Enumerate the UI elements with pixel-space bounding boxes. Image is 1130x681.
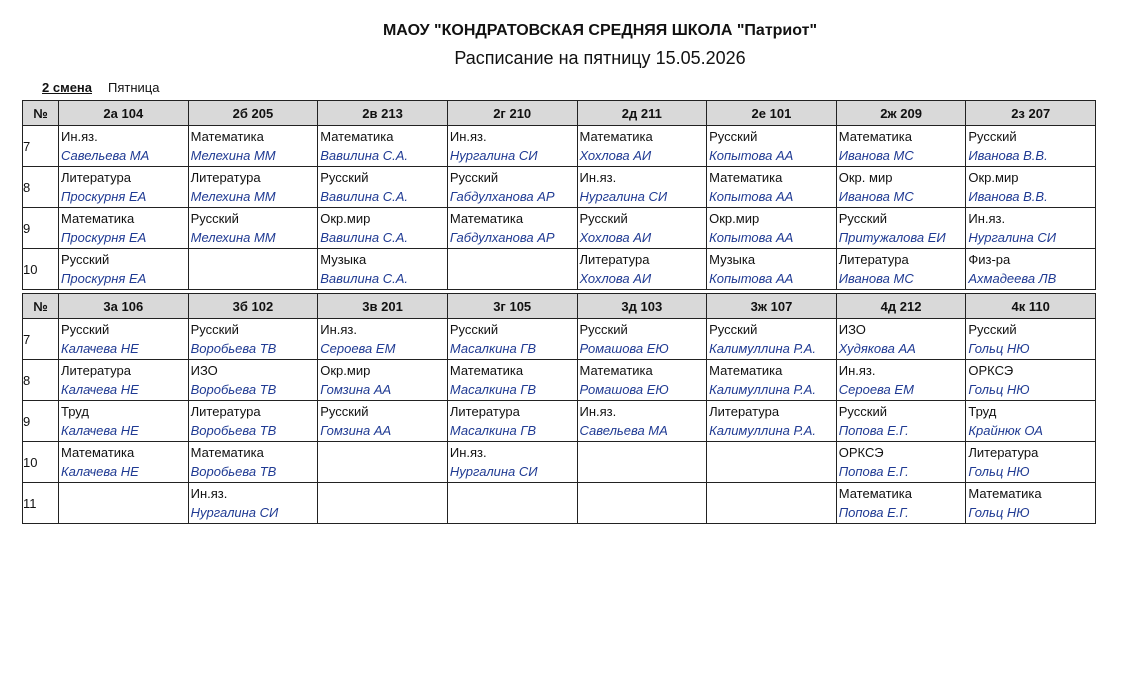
subject-name: Русский <box>320 404 369 419</box>
class-column-header: 2б 205 <box>188 101 318 126</box>
lesson-cell <box>966 401 1096 442</box>
lesson-cell <box>966 249 1096 290</box>
lesson-cell <box>836 167 966 208</box>
number-column-header: № <box>23 101 59 126</box>
subject-name: Окр. мир <box>838 170 893 185</box>
lesson-cell <box>966 442 1096 483</box>
lesson-cell <box>447 483 577 524</box>
teacher-name: Калимуллина Р.А. <box>709 423 816 438</box>
lesson-number: 7 <box>23 319 59 360</box>
subject-name: Русский <box>968 129 1017 144</box>
lesson-number: 7 <box>23 126 59 167</box>
lesson-cell <box>447 360 577 401</box>
lesson-cell <box>577 167 707 208</box>
teacher-name: Проскурня ЕА <box>61 230 147 245</box>
lesson-row <box>23 167 1096 208</box>
subject-name: Русский <box>709 322 758 337</box>
lesson-cell <box>59 319 189 360</box>
subject-name: Окр.мир <box>709 211 760 226</box>
lesson-cell <box>318 167 448 208</box>
subject-name <box>318 483 447 503</box>
subject-name <box>59 483 188 503</box>
lesson-cell <box>577 360 707 401</box>
teacher-name: Габдулханова АР <box>449 230 555 245</box>
teacher-name: Копытова АА <box>709 271 794 286</box>
lesson-cell <box>577 208 707 249</box>
teacher-name: Калачева НЕ <box>61 341 139 356</box>
class-column-header: 2ж 209 <box>836 101 966 126</box>
lesson-row <box>23 442 1096 483</box>
lesson-row <box>23 483 1096 524</box>
lesson-cell <box>836 360 966 401</box>
subject-name: Русский <box>190 322 239 337</box>
teacher-name <box>189 269 318 288</box>
subject-name: ОРКСЭ <box>838 445 884 460</box>
subject-name: Окр.мир <box>320 211 371 226</box>
teacher-name: Воробьева ТВ <box>190 382 277 397</box>
lesson-cell <box>447 208 577 249</box>
class-column-header: 3д 103 <box>577 294 707 319</box>
lesson-cell <box>447 167 577 208</box>
teacher-name <box>318 462 447 481</box>
lesson-cell <box>188 360 318 401</box>
lesson-row <box>23 126 1096 167</box>
lesson-number: 8 <box>23 360 59 401</box>
subject-name: Литература <box>190 404 261 419</box>
lesson-cell <box>59 442 189 483</box>
subject-name: Математика <box>320 129 394 144</box>
class-column-header: 2д 211 <box>577 101 707 126</box>
teacher-name: Ромашова ЕЮ <box>579 341 669 356</box>
teacher-name: Воробьева ТВ <box>190 341 277 356</box>
lesson-cell <box>188 167 318 208</box>
subject-name: Математика <box>61 445 135 460</box>
lesson-cell <box>188 319 318 360</box>
subject-name: Труд <box>61 404 89 419</box>
lesson-number: 9 <box>23 208 59 249</box>
teacher-name: Сероева ЕМ <box>320 341 396 356</box>
lesson-cell <box>577 483 707 524</box>
subject-name: Ин.яз. <box>968 211 1006 226</box>
subject-name: Литература <box>449 404 520 419</box>
subject-name <box>189 249 318 269</box>
teacher-name: Калачева НЕ <box>61 464 139 479</box>
subject-name: Ин.яз. <box>190 486 228 501</box>
subject-name: Математика <box>709 363 783 378</box>
lesson-cell <box>188 126 318 167</box>
subject-name: Математика <box>709 170 783 185</box>
lesson-cell <box>318 208 448 249</box>
subject-name: Русский <box>579 322 628 337</box>
subject-name: Математика <box>449 211 524 226</box>
lesson-cell <box>59 401 189 442</box>
lesson-number: 11 <box>23 483 59 524</box>
teacher-name: Гольц НЮ <box>968 341 1030 356</box>
teacher-name <box>318 503 447 522</box>
subject-name: Русский <box>579 211 628 226</box>
class-column-header: 2а 104 <box>59 101 189 126</box>
teacher-name: Нургалина СИ <box>449 148 538 163</box>
teacher-name <box>59 503 188 522</box>
lesson-row <box>23 401 1096 442</box>
lesson-number: 8 <box>23 167 59 208</box>
teacher-name: Воробьева ТВ <box>190 423 277 438</box>
subject-name <box>707 483 836 503</box>
lesson-cell <box>707 126 837 167</box>
teacher-name: Вавилина С.А. <box>320 271 409 286</box>
teacher-name: Калачева НЕ <box>61 423 139 438</box>
teacher-name: Копытова АА <box>709 189 794 204</box>
lesson-cell <box>966 483 1096 524</box>
subject-name <box>707 442 836 462</box>
teacher-name: Проскурня ЕА <box>61 189 147 204</box>
teacher-name: Иванова МС <box>838 148 914 163</box>
lesson-cell <box>59 126 189 167</box>
teacher-name: Попова Е.Г. <box>838 423 909 438</box>
teacher-name: Воробьева ТВ <box>190 464 277 479</box>
lesson-cell <box>318 442 448 483</box>
lesson-cell <box>707 249 837 290</box>
subject-name: Ин.яз. <box>320 322 357 337</box>
teacher-name: Гомзина АА <box>320 382 392 397</box>
lesson-cell <box>188 208 318 249</box>
subject-name: Математика <box>579 363 653 378</box>
teacher-name: Попова Е.Г. <box>838 464 909 479</box>
teacher-name: Проскурня ЕА <box>61 271 147 286</box>
teacher-name: Мелехина ММ <box>190 148 276 163</box>
teacher-name: Ромашова ЕЮ <box>579 382 669 397</box>
lesson-cell <box>318 401 448 442</box>
lesson-cell <box>707 167 837 208</box>
subject-name: Музыка <box>709 252 756 267</box>
subject-name: Русский <box>61 322 110 337</box>
class-column-header: 3в 201 <box>318 294 448 319</box>
subject-name: Литература <box>709 404 780 419</box>
class-column-header: 4д 212 <box>836 294 966 319</box>
subject-name: ОРКСЭ <box>968 363 1014 378</box>
class-column-header: 3ж 107 <box>707 294 837 319</box>
teacher-name <box>707 503 836 522</box>
subject-name: ИЗО <box>190 363 218 378</box>
lesson-cell <box>966 208 1096 249</box>
teacher-name: Гольц НЮ <box>968 505 1030 520</box>
teacher-name: Хохлова АИ <box>579 271 652 286</box>
lesson-cell <box>577 249 707 290</box>
subject-name: Русский <box>449 322 499 337</box>
subject-name: Русский <box>320 170 369 185</box>
subject-name: Окр.мир <box>968 170 1019 185</box>
subject-name: Русский <box>838 211 887 226</box>
lesson-cell <box>59 208 189 249</box>
teacher-name: Савельева МА <box>61 148 150 163</box>
lesson-row <box>23 249 1096 290</box>
teacher-name: Масалкина ГВ <box>449 382 537 397</box>
lesson-cell <box>577 319 707 360</box>
lesson-cell <box>707 360 837 401</box>
lesson-cell <box>447 126 577 167</box>
teacher-name: Вавилина С.А. <box>320 148 409 163</box>
teacher-name <box>448 503 577 522</box>
subject-name: Литература <box>61 170 131 185</box>
subject-name <box>448 249 577 269</box>
lesson-cell <box>577 126 707 167</box>
lesson-cell <box>966 319 1096 360</box>
teacher-name: Иванова МС <box>838 189 914 204</box>
teacher-name: Вавилина С.А. <box>320 189 409 204</box>
teacher-name: Иванова В.В. <box>968 189 1048 204</box>
teacher-name: Сероева ЕМ <box>838 382 914 397</box>
class-column-header: 4к 110 <box>966 294 1096 319</box>
subject-name: Математика <box>968 486 1042 501</box>
lesson-cell <box>188 249 318 290</box>
subject-name: Литература <box>968 445 1039 460</box>
lesson-cell <box>318 319 448 360</box>
teacher-name: Масалкина ГВ <box>449 423 537 438</box>
subject-name: ИЗО <box>838 322 866 337</box>
teacher-name: Калимуллина Р.А. <box>709 341 816 356</box>
lesson-cell <box>836 483 966 524</box>
lesson-cell <box>836 249 966 290</box>
lesson-cell <box>447 319 577 360</box>
lesson-cell <box>707 442 837 483</box>
teacher-name: Попова Е.Г. <box>838 505 909 520</box>
subject-name: Русский <box>61 252 110 267</box>
class-column-header: 2в 213 <box>318 101 448 126</box>
teacher-name: Гольц НЮ <box>968 382 1030 397</box>
class-column-header: 3г 105 <box>447 294 577 319</box>
teacher-name <box>448 269 577 288</box>
subject-name: Математика <box>190 445 264 460</box>
teacher-name: Мелехина ММ <box>190 189 276 204</box>
day-label: Пятница <box>108 80 160 95</box>
lesson-cell <box>318 249 448 290</box>
subject-name: Ин.яз. <box>838 363 876 378</box>
subject-name: Математика <box>449 363 524 378</box>
lesson-cell <box>836 319 966 360</box>
teacher-name: Нургалина СИ <box>449 464 538 479</box>
subject-name: Литература <box>190 170 261 185</box>
subject-name: Литература <box>579 252 650 267</box>
subject-name: Литература <box>838 252 909 267</box>
teacher-name <box>707 462 836 481</box>
lesson-cell <box>577 401 707 442</box>
subject-name <box>318 442 447 462</box>
lesson-cell <box>836 401 966 442</box>
lesson-number: 9 <box>23 401 59 442</box>
subject-name: Ин.яз. <box>579 404 617 419</box>
shift-label: 2 смена <box>42 80 93 95</box>
lesson-cell <box>188 442 318 483</box>
teacher-name: Мелехина ММ <box>190 230 276 245</box>
lesson-cell <box>836 208 966 249</box>
teacher-name: Савельева МА <box>579 423 668 438</box>
teacher-name: Вавилина С.А. <box>320 230 409 245</box>
teacher-name: Худякова АА <box>838 341 916 356</box>
lesson-cell <box>59 249 189 290</box>
lesson-cell <box>188 401 318 442</box>
class-column-header: 3а 106 <box>59 294 189 319</box>
teacher-name: Нургалина СИ <box>968 230 1057 245</box>
subject-name: Ин.яз. <box>579 170 617 185</box>
teacher-name: Габдулханова АР <box>449 189 555 204</box>
schedule-subtitle: Расписание на пятницу 15.05.2026 <box>454 48 746 68</box>
subject-name: Математика <box>838 486 913 501</box>
lesson-row <box>23 360 1096 401</box>
lesson-cell <box>59 167 189 208</box>
lesson-row <box>23 208 1096 249</box>
lesson-cell <box>836 126 966 167</box>
schedule-table-grades-3-4 <box>22 293 1096 524</box>
subject-name: Музыка <box>320 252 367 267</box>
lesson-cell <box>707 208 837 249</box>
subject-name: Русский <box>449 170 499 185</box>
lesson-cell <box>707 483 837 524</box>
lesson-cell <box>59 360 189 401</box>
teacher-name: Масалкина ГВ <box>449 341 537 356</box>
subject-name <box>578 483 707 503</box>
teacher-name: Ахмадеева ЛВ <box>968 271 1057 286</box>
subject-name: Ин.яз. <box>61 129 98 144</box>
subject-name <box>448 483 577 503</box>
subject-name: Математика <box>190 129 264 144</box>
subject-name: Ин.яз. <box>449 129 487 144</box>
teacher-name: Гольц НЮ <box>968 464 1030 479</box>
subject-name <box>578 442 707 462</box>
lesson-number: 10 <box>23 249 59 290</box>
subject-name: Труд <box>968 404 997 419</box>
subject-name: Ин.яз. <box>449 445 487 460</box>
teacher-name: Крайнюк ОА <box>968 423 1043 438</box>
lesson-cell <box>59 483 189 524</box>
lesson-cell <box>707 319 837 360</box>
subject-name: Русский <box>709 129 758 144</box>
class-column-header: 2е 101 <box>707 101 837 126</box>
class-column-header: 3б 102 <box>188 294 318 319</box>
subject-name: Окр.мир <box>320 363 371 378</box>
lesson-cell <box>318 483 448 524</box>
teacher-name: Калимуллина Р.А. <box>709 382 816 397</box>
teacher-name: Притужалова ЕИ <box>838 230 946 245</box>
teacher-name: Хохлова АИ <box>579 148 652 163</box>
teacher-name: Гомзина АА <box>320 423 392 438</box>
lesson-row <box>23 319 1096 360</box>
teacher-name <box>578 503 707 522</box>
class-column-header: 2з 207 <box>966 101 1096 126</box>
teacher-name: Нургалина СИ <box>190 505 279 520</box>
lesson-cell <box>318 126 448 167</box>
teacher-name: Иванова В.В. <box>968 148 1048 163</box>
teacher-name: Калачева НЕ <box>61 382 139 397</box>
lesson-cell <box>318 360 448 401</box>
subject-name: Русский <box>190 211 239 226</box>
teacher-name: Иванова МС <box>838 271 914 286</box>
subject-name: Физ-ра <box>968 252 1011 267</box>
subject-name: Русский <box>968 322 1017 337</box>
lesson-number: 10 <box>23 442 59 483</box>
subject-name: Математика <box>579 129 653 144</box>
number-column-header: № <box>23 294 59 319</box>
subject-name: Математика <box>61 211 135 226</box>
teacher-name: Хохлова АИ <box>579 230 652 245</box>
lesson-cell <box>447 401 577 442</box>
schedule-table-grade-2 <box>22 100 1096 290</box>
subject-name: Математика <box>838 129 913 144</box>
lesson-cell <box>966 167 1096 208</box>
teacher-name: Нургалина СИ <box>579 189 668 204</box>
lesson-cell <box>188 483 318 524</box>
teacher-name <box>578 462 707 481</box>
lesson-cell <box>966 360 1096 401</box>
lesson-cell <box>836 442 966 483</box>
lesson-cell <box>707 401 837 442</box>
lesson-cell <box>447 249 577 290</box>
school-title: МАОУ "КОНДРАТОВСКАЯ СРЕДНЯЯ ШКОЛА "Патриот" <box>382 22 818 39</box>
lesson-cell <box>577 442 707 483</box>
subject-name: Русский <box>838 404 887 419</box>
lesson-cell <box>447 442 577 483</box>
class-column-header: 2г 210 <box>447 101 577 126</box>
subject-name: Литература <box>61 363 131 378</box>
teacher-name: Копытова АА <box>709 148 794 163</box>
teacher-name: Копытова АА <box>709 230 794 245</box>
lesson-cell <box>966 126 1096 167</box>
